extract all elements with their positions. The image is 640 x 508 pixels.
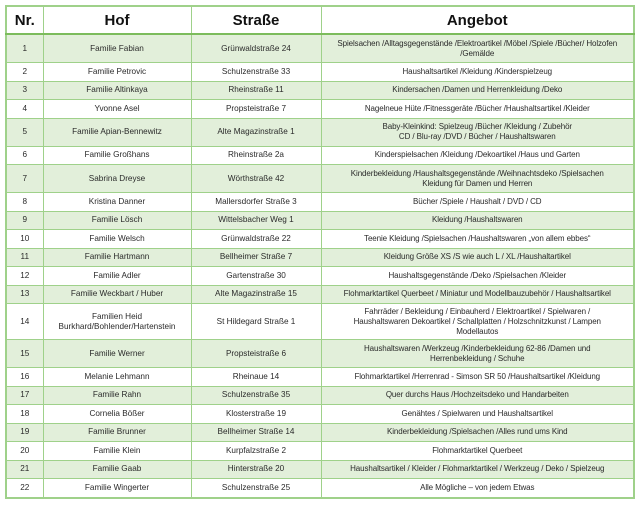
cell-nr-line: 2 — [22, 66, 28, 76]
table-row — [6, 442, 634, 461]
cell-nr — [6, 340, 43, 368]
cell-angebot-line: Kinderbekleidung /Spielsachen /Alles rund ums Kind — [387, 427, 568, 437]
cell-angebot-line: Nagelneue Hüte /Fitnessgeräte /Bücher /Haushaltsartikel /Kleider — [364, 103, 590, 113]
cell-strasse — [191, 193, 321, 212]
cell-angebot-line: Kinderspielsachen /Kleidung /Dekoartikel /Haus und Garten — [374, 150, 580, 160]
cell-strasse — [191, 285, 321, 304]
cell-angebot-line: Teenie Kleidung /Spielsachen /Haushaltswaren „von allem ebbes“ — [364, 233, 591, 243]
cell-nr — [6, 146, 43, 165]
cell-strasse-line: Rheinstraße 2a — [228, 150, 284, 160]
cell-hof — [43, 230, 191, 249]
cell-nr — [6, 267, 43, 286]
cell-hof — [43, 460, 191, 479]
cell-strasse-line: Schulzenstraße 33 — [221, 66, 291, 76]
cell-nr — [6, 63, 43, 82]
cell-angebot-line: Baby-Kleinkind: Spielzeug /Bücher /Kleidung / Zubehör — [382, 122, 572, 131]
cell-nr — [6, 34, 43, 63]
cell-nr-line: 17 — [20, 390, 30, 400]
cell-strasse — [191, 211, 321, 230]
cell-strasse — [191, 34, 321, 63]
cell-hof-line: Sabrina Dreyse — [88, 173, 146, 183]
cell-nr — [6, 442, 43, 461]
table-row — [6, 81, 634, 100]
cell-hof-line: Burkhard/Bohlender/Hartenstein — [58, 321, 176, 331]
table-row — [6, 100, 634, 119]
cell-hof-line: Familie Gaab — [92, 464, 142, 474]
table-row — [6, 386, 634, 405]
cell-strasse — [191, 423, 321, 442]
cell-hof — [43, 165, 191, 193]
offers-table — [5, 5, 635, 499]
cell-strasse-line: Propsteistraße 6 — [225, 348, 287, 358]
header-row — [6, 6, 634, 34]
table-row — [6, 118, 634, 146]
cell-strasse-line: Mallersdorfer Straße 3 — [215, 196, 297, 206]
table-row — [6, 165, 634, 193]
cell-hof-line: Familie Hartmann — [84, 252, 150, 262]
cell-hof-line: Familie Adler — [93, 270, 141, 280]
cell-hof — [43, 63, 191, 82]
cell-hof — [43, 479, 191, 498]
cell-strasse — [191, 267, 321, 286]
cell-nr-line: 15 — [20, 348, 30, 358]
cell-angebot-line: Haushaltsgegenstände /Deko /Spielsachen /Kleider — [388, 270, 567, 280]
table-row — [6, 267, 634, 286]
cell-angebot — [321, 479, 634, 498]
cell-hof — [43, 193, 191, 212]
cell-strasse-line: Schulzenstraße 35 — [221, 390, 291, 400]
cell-nr-line: 19 — [20, 427, 30, 437]
cell-strasse — [191, 340, 321, 368]
cell-angebot-line: Flohmarktartikel /Herrenrad - Simson SR 50 /Haushaltsartikel /Kleidung — [354, 371, 601, 381]
cell-strasse-line: Hinterstraße 20 — [227, 464, 285, 474]
cell-hof-line: Familie Petrovic — [87, 66, 147, 76]
cell-hof-line: Kristina Danner — [88, 196, 146, 206]
table-row — [6, 230, 634, 249]
cell-strasse-line: Kurpfalzstraße 2 — [225, 445, 287, 455]
cell-hof-line: Familie Werner — [89, 348, 145, 358]
table-row — [6, 423, 634, 442]
cell-hof-line: Familie Welsch — [89, 233, 145, 243]
cell-hof — [43, 34, 191, 63]
cell-nr — [6, 100, 43, 119]
cell-nr-line: 3 — [22, 85, 28, 95]
cell-angebot-line: Haushaltsartikel / Kleider / Flohmarktartikel / Werkzeug / Deko / Spielzeug — [350, 464, 605, 474]
cell-angebot-line: Kleidung Größe XS /S wie auch L / XL /Haushaltartikel — [383, 252, 571, 262]
cell-angebot — [321, 460, 634, 479]
cell-hof-line: Familie Altinkaya — [86, 85, 148, 95]
cell-angebot — [321, 304, 634, 340]
cell-strasse-line: Propsteistraße 7 — [225, 103, 287, 113]
cell-hof — [43, 340, 191, 368]
cell-hof-line: Familie Apian-Bennewitz — [72, 127, 162, 136]
cell-nr-line: 18 — [20, 408, 30, 418]
cell-nr-line: 20 — [20, 445, 30, 455]
header-strasse: Straße — [191, 6, 321, 34]
cell-strasse — [191, 146, 321, 165]
cell-hof-line: Familie Rahn — [92, 390, 142, 400]
cell-angebot-line: Haushaltswaren Dekoartikel / Schallplatten / Holzschnitzkunst / Lampen — [353, 316, 601, 326]
cell-strasse-line: Bellheimer Straße 14 — [217, 427, 295, 437]
cell-angebot-line: Modellautos — [456, 326, 499, 336]
cell-angebot — [321, 81, 634, 100]
cell-strasse — [191, 81, 321, 100]
table-row — [6, 285, 634, 304]
cell-angebot — [321, 230, 634, 249]
cell-angebot-line: Alle Mögliche – von jedem Etwas — [420, 482, 535, 492]
cell-nr — [6, 304, 43, 340]
table-row — [6, 146, 634, 165]
cell-strasse — [191, 100, 321, 119]
cell-hof-line: Yvonne Asel — [94, 103, 140, 113]
cell-nr — [6, 479, 43, 498]
cell-nr-line: 14 — [20, 316, 30, 326]
cell-hof-line: Familie Weckbart / Huber — [70, 289, 164, 299]
cell-angebot — [321, 100, 634, 119]
table-row — [6, 304, 634, 340]
cell-nr-line: 7 — [22, 173, 28, 183]
cell-hof-line: Familie Fabian — [90, 43, 144, 53]
cell-angebot-line: Flohmarktartikel Querbeet / Miniatur und Modellbauzubehör / Haushaltsartikel — [343, 289, 611, 299]
header-angebot: Angebot — [321, 6, 634, 34]
cell-angebot — [321, 193, 634, 212]
cell-hof-line: Familien Heid — [91, 311, 143, 321]
table-row — [6, 211, 634, 230]
cell-angebot — [321, 423, 634, 442]
cell-hof — [43, 285, 191, 304]
cell-angebot-line: Kinderbekleidung /Haushaltsgegenstände /Weihnachtsdeko /Spielsachen — [350, 168, 604, 178]
cell-hof — [43, 304, 191, 340]
cell-strasse — [191, 118, 321, 146]
cell-nr-line: 9 — [22, 215, 28, 225]
cell-strasse — [191, 165, 321, 193]
cell-angebot — [321, 442, 634, 461]
table-row — [6, 193, 634, 212]
cell-angebot — [321, 267, 634, 286]
cell-hof-line: Cornelia Bößer — [89, 408, 145, 418]
cell-strasse-line: Klosterstraße 19 — [225, 408, 287, 418]
cell-strasse — [191, 230, 321, 249]
cell-angebot-line: Kleidung /Haushaltswaren — [431, 215, 523, 225]
cell-strasse — [191, 248, 321, 267]
cell-strasse-line: Grünwaldstraße 24 — [221, 43, 291, 53]
cell-hof — [43, 267, 191, 286]
cell-nr — [6, 423, 43, 442]
cell-nr — [6, 81, 43, 100]
cell-strasse — [191, 460, 321, 479]
cell-angebot-line: CD / Blu-ray /DVD / Bücher / Haushaltswaren — [398, 132, 556, 141]
cell-strasse-line: Rheinaue 14 — [232, 371, 280, 381]
cell-nr-line: 10 — [20, 233, 30, 243]
cell-nr-line: 4 — [22, 103, 28, 113]
cell-nr — [6, 165, 43, 193]
cell-strasse — [191, 479, 321, 498]
cell-angebot-line: Flohmarktartikel Querbeet — [432, 445, 523, 455]
cell-strasse-line: Schulzenstraße 25 — [221, 482, 291, 492]
cell-hof — [43, 100, 191, 119]
cell-hof-line: Familie Klein — [93, 445, 141, 455]
cell-strasse-line: Wörthstraße 42 — [227, 173, 285, 183]
cell-angebot — [321, 405, 634, 424]
cell-angebot-line: Haushaltsartikel /Kleidung /Kinderspielzeug — [402, 66, 553, 76]
cell-nr-line: 12 — [20, 270, 30, 280]
table-row — [6, 460, 634, 479]
cell-angebot — [321, 248, 634, 267]
cell-strasse-line: Wittelsbacher Weg 1 — [218, 215, 294, 225]
cell-angebot — [321, 285, 634, 304]
table-row — [6, 34, 634, 63]
cell-nr-line: 22 — [20, 482, 30, 492]
cell-strasse-line: Alte Magazinstraße 15 — [215, 289, 297, 299]
cell-strasse-line: Bellheimer Straße 7 — [219, 252, 293, 262]
cell-hof — [43, 386, 191, 405]
cell-angebot — [321, 146, 634, 165]
cell-hof — [43, 442, 191, 461]
cell-strasse-line: St Hildegard Straße 1 — [216, 316, 296, 326]
cell-hof-line: Melanie Lehmann — [84, 371, 150, 381]
cell-nr — [6, 230, 43, 249]
cell-hof-line: Familie Wingerter — [84, 482, 150, 492]
cell-nr — [6, 193, 43, 212]
cell-nr — [6, 248, 43, 267]
cell-strasse-line: Gartenstraße 30 — [226, 270, 286, 280]
cell-hof-line: Familie Lösch — [91, 215, 143, 225]
cell-nr — [6, 285, 43, 304]
header-hof: Hof — [43, 6, 191, 34]
cell-angebot — [321, 368, 634, 387]
cell-angebot-line: Bücher /Spiele / Haushalt / DVD / CD — [413, 196, 542, 206]
cell-angebot-line: Herrenbekleidung / Schuhe — [430, 353, 525, 363]
cell-nr — [6, 118, 43, 146]
cell-hof-line: Familie Großhans — [84, 150, 150, 160]
cell-hof — [43, 211, 191, 230]
cell-hof — [43, 405, 191, 424]
cell-angebot-line: Kleidung für Damen und Herren — [422, 178, 533, 188]
cell-hof-line: Familie Brunner — [88, 427, 146, 437]
cell-strasse — [191, 386, 321, 405]
cell-hof — [43, 368, 191, 387]
cell-strasse — [191, 368, 321, 387]
cell-hof — [43, 81, 191, 100]
table-row — [6, 63, 634, 82]
cell-hof — [43, 118, 191, 146]
table-row — [6, 368, 634, 387]
cell-nr — [6, 211, 43, 230]
cell-angebot — [321, 34, 634, 63]
cell-nr-line: 1 — [22, 43, 28, 53]
cell-nr — [6, 368, 43, 387]
cell-angebot — [321, 340, 634, 368]
cell-angebot-line: Quer durchs Haus /Hochzeitsdeko und Handarbeiten — [385, 390, 569, 400]
cell-nr-line: 6 — [22, 150, 28, 160]
cell-angebot-line: Spielsachen /Alltagsgegenstände /Elektroartikel /Möbel /Spiele /Bücher/ Holzofen /Gemälde — [337, 38, 618, 58]
cell-angebot — [321, 63, 634, 82]
table-row — [6, 405, 634, 424]
cell-angebot — [321, 118, 634, 146]
table-row — [6, 340, 634, 368]
cell-nr-line: 16 — [20, 371, 30, 381]
cell-angebot-line: Fahrräder / Bekleidung / Einbauherd / Elektroartikel / Spielwaren / — [364, 306, 591, 316]
cell-nr — [6, 405, 43, 424]
cell-strasse-line: Rheinstraße 11 — [228, 85, 284, 95]
cell-nr-line: 21 — [20, 464, 30, 474]
cell-hof — [43, 423, 191, 442]
table-row — [6, 248, 634, 267]
cell-strasse — [191, 63, 321, 82]
cell-strasse-line: Grünwaldstraße 22 — [221, 233, 291, 243]
cell-nr-line: 13 — [20, 289, 30, 299]
table-row — [6, 479, 634, 498]
cell-angebot — [321, 165, 634, 193]
cell-nr — [6, 460, 43, 479]
cell-strasse-line: Alte Magazinstraße 1 — [217, 127, 295, 136]
cell-nr-line: 8 — [22, 196, 28, 206]
table-body — [6, 34, 634, 498]
header-nr: Nr. — [6, 6, 43, 34]
cell-hof — [43, 146, 191, 165]
cell-nr-line: 5 — [22, 127, 28, 136]
cell-angebot-line: Haushaltswaren /Werkzeug /Kinderbekleidung 62-86 /Damen und — [363, 343, 591, 353]
cell-angebot — [321, 211, 634, 230]
cell-angebot — [321, 386, 634, 405]
cell-angebot-line: Genähtes / Spielwaren und Haushaltsartikel — [401, 408, 553, 418]
cell-strasse — [191, 304, 321, 340]
cell-strasse — [191, 405, 321, 424]
cell-nr-line: 11 — [20, 252, 29, 262]
cell-hof — [43, 248, 191, 267]
cell-nr — [6, 386, 43, 405]
cell-angebot-line: Kindersachen /Damen und Herrenkleidung /Deko — [392, 85, 563, 95]
cell-strasse — [191, 442, 321, 461]
